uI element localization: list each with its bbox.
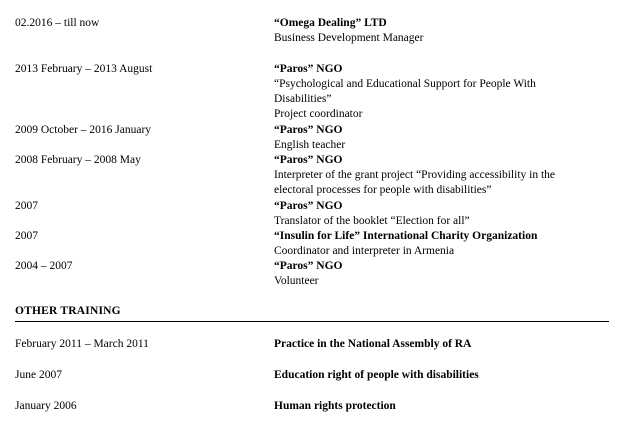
entry-date: 2013 February – 2013 August (15, 63, 153, 75)
entry-details (274, 153, 609, 198)
entry-details (274, 62, 609, 122)
entry-description-line: English teacher (274, 139, 346, 151)
entry-details (274, 123, 609, 153)
entry-description-line: Disabilities” (274, 93, 332, 105)
entry-date: 2007 (15, 200, 38, 212)
section-divider (15, 321, 609, 322)
entry-organization: “Insulin for Life” International Charity Organization (274, 230, 538, 242)
entry-description-line: electoral processes for people with disabilities” (274, 184, 492, 196)
training-date: February 2011 – March 2011 (15, 338, 149, 350)
entry-organization: “Paros” NGO (274, 200, 343, 212)
training-date: January 2006 (15, 400, 77, 412)
entry-date: 02.2016 – till now (15, 17, 100, 29)
entry-organization: “Omega Dealing” LTD (274, 17, 387, 29)
entry-description-line: Translator of the booklet “Election for all” (274, 215, 470, 227)
training-title: Practice in the National Assembly of RA (274, 338, 472, 350)
training-title: Education right of people with disabilities (274, 369, 479, 381)
section-heading-other-training: OTHER TRAINING (15, 305, 121, 317)
entry-details (274, 229, 609, 259)
entry-organization: “Paros” NGO (274, 154, 343, 166)
training-date: June 2007 (15, 369, 62, 381)
entry-organization: “Paros” NGO (274, 124, 343, 136)
entry-description-line: Coordinator and interpreter in Armenia (274, 245, 455, 257)
entry-details (274, 259, 609, 289)
training-title: Human rights protection (274, 400, 396, 412)
training-details (274, 337, 609, 352)
entry-date: 2009 October – 2016 January (15, 124, 152, 136)
training-details (274, 368, 609, 383)
training-details (274, 399, 609, 414)
entry-description-line: Interpreter of the grant project “Providing accessibility in the (274, 169, 556, 181)
entry-organization: “Paros” NGO (274, 260, 343, 272)
entry-details (274, 199, 609, 229)
entry-date: 2004 – 2007 (15, 260, 73, 272)
entry-organization: “Paros” NGO (274, 63, 343, 75)
entry-date: 2007 (15, 230, 38, 242)
entry-date: 2008 February – 2008 May (15, 154, 141, 166)
entry-description-line: Project coordinator (274, 108, 363, 120)
entry-description-line: “Psychological and Educational Support for People With (274, 78, 536, 90)
entry-description-line: Business Development Manager (274, 32, 424, 44)
entry-details (274, 16, 609, 46)
entry-description-line: Volunteer (274, 275, 319, 287)
